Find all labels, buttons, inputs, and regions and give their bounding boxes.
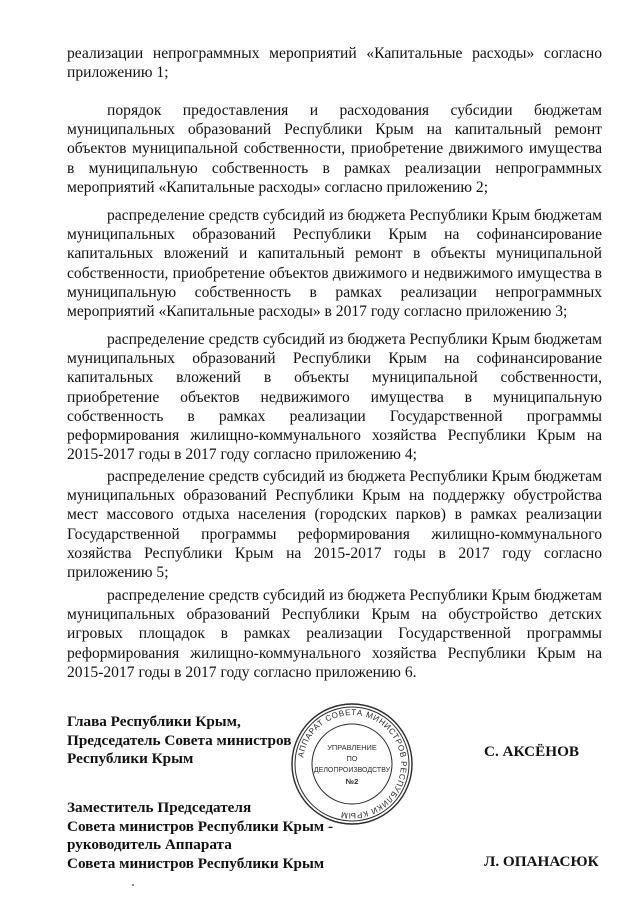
signature-head-title: Глава Республики Крым, Председатель Совета министров Республики Крым [67, 713, 292, 768]
paragraph-4: распределение средств субсидий из бюджета Республики Крым бюджетам муниципальных образований Республики Крым на софинансирование капитальных вложений в объекты муниципальной собственности, приобретение объектов недвижимого имущества в муниципальную собственность в рамках реализации Государственной программы реформирования жилищно-коммунального хозяйства Республики Крым на 2015-2017 годы в 2017 году согласно приложению 4; [67, 331, 602, 464]
official-stamp [290, 702, 414, 826]
stamp-line-4: №2 [345, 777, 359, 786]
paragraph-2: порядок предоставления и расходования субсидии бюджетам муниципальных образований Республики Крым на капитальный ремонт объектов муниципальной собственности, приобретение движимого имущества в муниципальную собственность в рамках реализации непрограммных мероприятий «Капитальные расходы» согласно приложению 2; [67, 102, 602, 196]
stamp-line-3: ДЕЛОПРОИЗВОДСТВУ [313, 767, 391, 774]
signature-deputy-name: Л. ОПАНАСЮК [484, 853, 599, 870]
svg-text:АППАРАТ СОВЕТА МИНИСТРОВ РЕСПУ [296, 708, 408, 820]
paragraph-5: распределение средств субсидий из бюджета Республики Крым бюджетам муниципальных образований Республики Крым на поддержку обустройства мест массового отдыха населения (городских парков) в рамках реализации Государственной программы реформирования жилищно-коммунального хозяйства Республики Крым на 2015-2017 годы в 2017 году согласно приложению 5; [67, 468, 602, 582]
scan-speck [132, 884, 134, 886]
paragraph-1: реализации непрограммных мероприятий «Капитальные расходы» согласно приложению 1; [67, 45, 602, 82]
paragraph-6: распределение средств субсидий из бюджета Республики Крым бюджетам муниципальных образований Республики Крым на обустройство детских игровых площадок в рамках реализации Государственной программы реформирования жилищно-коммунального хозяйства Республики Крым на 2015-2017 годы в 2017 году согласно приложению 6. [67, 587, 602, 681]
signature-head-name: С. АКСЁНОВ [484, 743, 580, 760]
stamp-line-2: ПО [346, 754, 358, 763]
paragraph-3: распределение средств субсидий из бюджета Республики Крым бюджетам муниципальных образований Республики Крым на софинансирование капитальных вложений и капитальный ремонт в объекты муниципальной собственности, приобретение объектов движимого и недвижимого имущества в муниципальную собственность в рамках реализации непрограммных мероприятий «Капитальные расходы» в 2017 году согласно приложению 3; [67, 207, 602, 321]
signature-deputy-title: Заместитель Председателя Совета министров Республики Крым - руководитель Аппарата Совета министров Республики Крым [67, 799, 333, 872]
stamp-ring-text: АППАРАТ СОВЕТА МИНИСТРОВ РЕСПУБЛИКИ КРЫМ [296, 707, 409, 821]
stamp-seal-icon [290, 702, 414, 826]
stamp-line-1: УПРАВЛЕНИЕ [327, 743, 377, 752]
